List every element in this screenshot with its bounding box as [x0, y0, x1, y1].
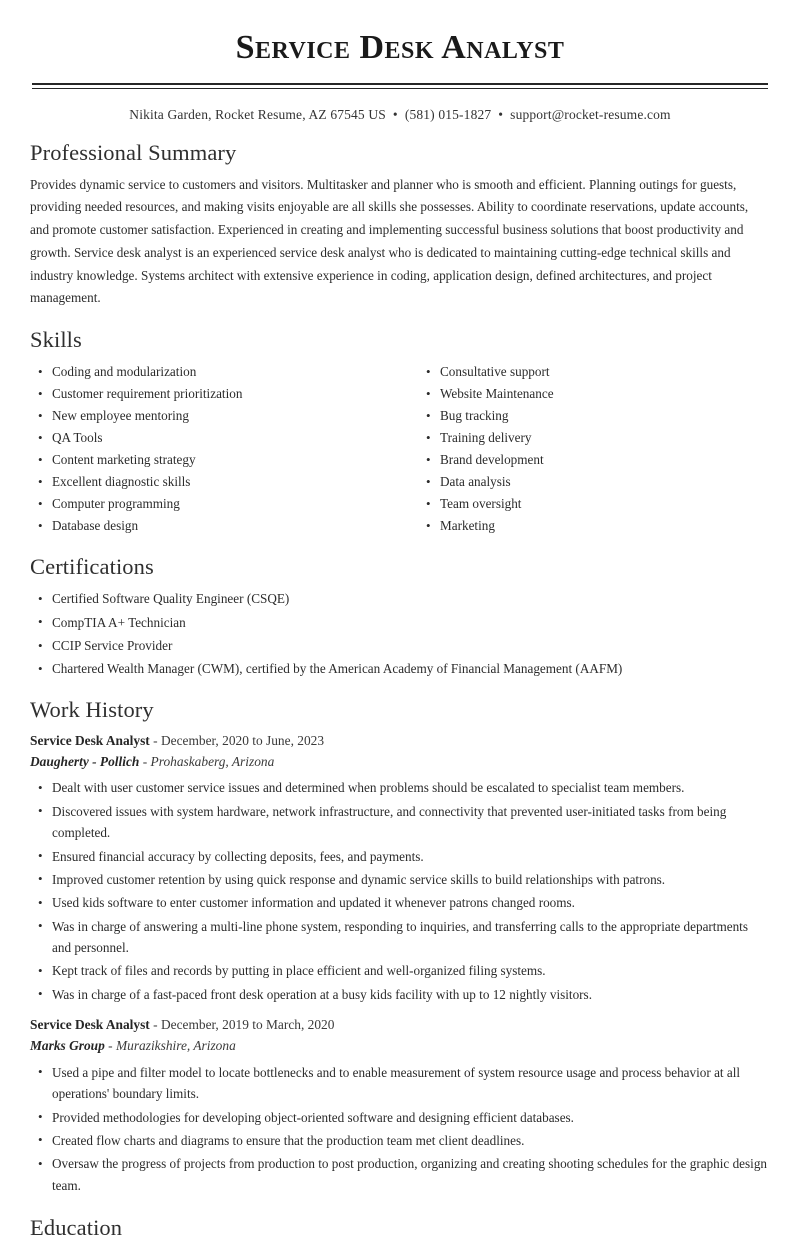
contact-separator-2: •	[498, 106, 504, 122]
job-title-line	[30, 1015, 770, 1036]
page-title: Service Desk Analyst	[235, 29, 565, 66]
list-item: • Coding and modularization	[30, 361, 400, 383]
divider-rule-thin	[32, 88, 768, 89]
list-item: • Chartered Wealth Manager (CWM), certified by the American Academy of Financial Management (AAFM)	[30, 658, 770, 679]
list-item: • Kept track of files and records by putting in place efficient and well-organized filing systems.	[30, 960, 770, 981]
job-dash: -	[153, 1017, 158, 1033]
list-item: • QA Tools	[30, 427, 400, 449]
job-responsibilities-list	[30, 777, 770, 1005]
divider-rule-thick	[32, 83, 768, 85]
list-item: • Training delivery	[418, 427, 770, 449]
contact-info	[30, 107, 770, 123]
certifications-list	[30, 588, 770, 680]
job-title: Service Desk Analyst	[30, 732, 150, 748]
list-item: • Used a pipe and filter model to locate bottlenecks and to enable measurement of system resource usage and process behavior at all operations' boundary limits.	[30, 1062, 770, 1105]
skills-list-left	[30, 361, 400, 537]
job-company-dash: -	[142, 753, 148, 769]
job-title-line	[30, 731, 770, 752]
list-item: • Database design	[30, 515, 400, 537]
section-education	[30, 1214, 770, 1242]
section-heading-skills: Skills	[30, 326, 82, 352]
section-certifications	[30, 553, 770, 680]
list-item: • Website Maintenance	[418, 383, 770, 405]
list-item: • Content marketing strategy	[30, 449, 400, 471]
list-item: • Provided methodologies for developing object-oriented software and designing efficient databases.	[30, 1107, 770, 1128]
list-item: • Was in charge of a fast-paced front desk operation at a busy kids facility with up to 12 nightly visitors.	[30, 984, 770, 1005]
contact-address: Nikita Garden, Rocket Resume, AZ 67545 US	[129, 106, 386, 122]
job-dates: December, 2019 to March, 2020	[160, 1017, 335, 1033]
list-item: • Team oversight	[418, 493, 770, 515]
job-location: Prohaskaberg, Arizona	[150, 753, 275, 769]
contact-email: support@rocket-resume.com	[510, 106, 671, 122]
list-item: • Ensured financial accuracy by collecting deposits, fees, and payments.	[30, 846, 770, 867]
contact-phone: (581) 015-1827	[404, 106, 492, 122]
list-item: • Used kids software to enter customer information and updated it whenever patrons changed rooms.	[30, 892, 770, 913]
job-responsibilities-list	[30, 1062, 770, 1196]
list-item: • Data analysis	[418, 471, 770, 493]
list-item: • Computer programming	[30, 493, 400, 515]
list-item: • Created flow charts and diagrams to ensure that the production team met client deadlines.	[30, 1130, 770, 1151]
summary-paragraph: Provides dynamic service to customers and visitors. Multitasker and planner who is smooth and efficient. Planning outings for guests, providing needed resources, and making visits enjoyable are all skills she possesses. Ability to coordinate reservations, update accounts, and promote customer satisfaction. Experienced in creating and implementing successful business solutions that boost productivity and growth. Service desk analyst is an experienced service desk analyst who is dedicated to maintaining cutting-edge technical skills and industry knowledge. Systems architect with extensive experience in coding, application design, defined architectures, and project management.	[30, 176, 749, 306]
job-title: Service Desk Analyst	[30, 1017, 150, 1033]
list-item: • Discovered issues with system hardware, network infrastructure, and connectivity that prevented user-initiated tasks from being completed.	[30, 801, 770, 844]
section-heading-work-history: Work History	[30, 696, 154, 722]
skills-columns	[30, 361, 770, 537]
list-item: • Marketing	[418, 515, 770, 537]
list-item: • Customer requirement prioritization	[30, 383, 400, 405]
work-history-entry	[30, 1015, 770, 1196]
list-item: • Consultative support	[418, 361, 770, 383]
skills-column-right	[400, 361, 770, 537]
section-heading-certifications: Certifications	[30, 554, 154, 580]
job-company: Daugherty - Pollich	[30, 753, 140, 769]
job-location: Murazikshire, Arizona	[115, 1037, 236, 1053]
section-heading-education: Education	[30, 1215, 123, 1240]
section-skills	[30, 326, 770, 537]
list-item: • New employee mentoring	[30, 405, 400, 427]
job-company: Marks Group	[30, 1037, 105, 1053]
job-company-line	[30, 752, 770, 773]
job-dash: -	[153, 732, 158, 748]
list-item: • CompTIA A+ Technician	[30, 612, 770, 633]
section-work-history	[30, 696, 770, 1196]
list-item: • Was in charge of answering a multi-line phone system, responding to inquiries, and transferring calls to the appropriate departments and personnel.	[30, 916, 770, 959]
list-item: • Improved customer retention by using quick response and dynamic service skills to build relationships with patrons.	[30, 869, 770, 890]
section-professional-summary	[30, 139, 770, 310]
job-company-line	[30, 1036, 770, 1057]
skills-column-left	[30, 361, 400, 537]
list-item: • Dealt with user customer service issues and determined when problems should be escalated to specialist team members.	[30, 777, 770, 798]
contact-separator-1: •	[392, 106, 398, 122]
list-item: • CCIP Service Provider	[30, 635, 770, 656]
list-item: • Excellent diagnostic skills	[30, 471, 400, 493]
section-heading-summary: Professional Summary	[30, 139, 237, 165]
list-item: • Brand development	[418, 449, 770, 471]
list-item: • Certified Software Quality Engineer (CSQE)	[30, 588, 770, 609]
work-history-entry	[30, 731, 770, 1005]
header-divider	[30, 83, 770, 89]
list-item: • Oversaw the progress of projects from production to post production, organizing and creating shooting schedules for the graphic design team.	[30, 1153, 770, 1196]
job-dates: December, 2020 to June, 2023	[160, 732, 325, 748]
list-item: • Bug tracking	[418, 405, 770, 427]
job-company-dash: -	[108, 1037, 113, 1053]
skills-list-right	[418, 361, 770, 537]
